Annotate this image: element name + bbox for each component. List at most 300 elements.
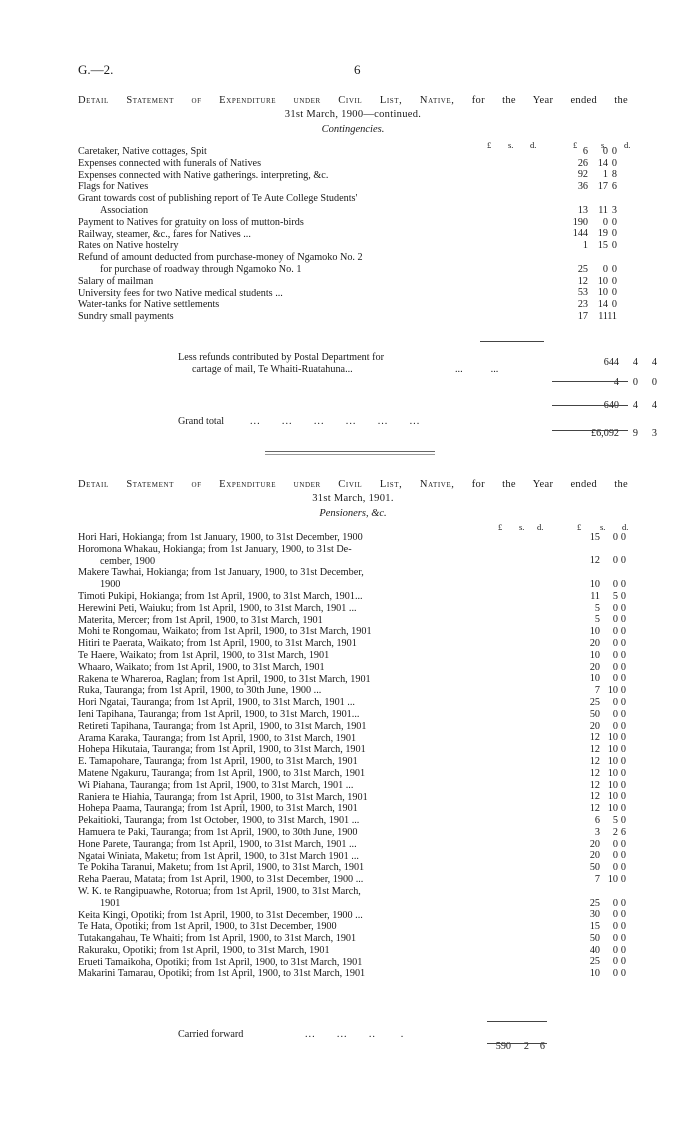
amount-pence: 0 — [620, 696, 626, 708]
amount-pounds: 25 — [589, 956, 600, 968]
item-amount — [78, 968, 700, 980]
item-description-continued: Association — [100, 204, 149, 216]
amount-shillings: 11 — [598, 204, 608, 216]
item-description-continued: 1901 — [100, 897, 121, 909]
amount-pence: 0 — [620, 803, 626, 815]
amount-pounds: 12 — [589, 791, 600, 803]
list-item — [78, 674, 638, 686]
amount-pence: 0 — [620, 921, 626, 933]
section1-items — [78, 146, 638, 323]
amount-pounds: 20 — [589, 637, 600, 649]
amount-pounds: 12 — [589, 732, 600, 744]
list-item — [78, 193, 638, 217]
amount-shillings: 0 — [612, 696, 618, 708]
amount-shillings: 0 — [612, 956, 618, 968]
amount-pence: 0 — [620, 850, 626, 862]
amount-pounds: 10 — [589, 626, 600, 638]
item-amount — [78, 744, 700, 756]
item-description: Materita, Mercer; from 1st April, 1900, to 31st March, 1901 — [78, 614, 323, 626]
amount-shillings: 15 — [597, 240, 608, 252]
amount-pounds: 7 — [594, 685, 600, 697]
less-refunds-line1: Less refunds contributed by Postal Department for — [178, 352, 384, 363]
amount-shillings: 10 — [607, 744, 618, 756]
item-amount — [78, 264, 700, 276]
list-item — [78, 603, 638, 615]
amount-shillings: 0 — [612, 909, 618, 921]
item-description-continued: for purchase of roadway through Ngamoko No. 1 — [100, 263, 302, 275]
section-separator-2 — [265, 454, 435, 455]
amount-pence: 0 — [620, 708, 626, 720]
item-description: E. Tamapohare, Tauranga; from 1st April, 1900, to 31st March, 1901 — [78, 756, 358, 768]
col-pence-total: d. — [624, 140, 631, 150]
amount-pounds: 6 — [582, 145, 588, 157]
list-item — [78, 839, 638, 851]
amount-pence: 6 — [611, 181, 617, 193]
list-item — [78, 721, 638, 733]
amount-pence: 0 — [620, 838, 626, 850]
item-amount — [78, 228, 700, 240]
amount-shillings: 0 — [602, 145, 608, 157]
item-amount — [78, 768, 700, 780]
list-item — [78, 532, 638, 544]
amount-pounds: 50 — [589, 862, 600, 874]
amount-pounds: 190 — [572, 216, 588, 228]
amount-pounds: 53 — [577, 287, 588, 299]
amount-shillings: 0 — [612, 602, 618, 614]
amount-shillings: 14 — [597, 157, 608, 169]
amount-pence: 6 — [620, 826, 626, 838]
amount-pence: 0 — [611, 275, 617, 287]
amount-shillings: 0 — [612, 838, 618, 850]
amount-pounds: 40 — [589, 944, 600, 956]
list-item — [78, 252, 638, 276]
item-description: Expenses connected with Native gatherings. interpreting, &c. — [78, 169, 329, 181]
list-item — [78, 158, 638, 170]
amount-pounds: 25 — [589, 696, 600, 708]
item-amount — [78, 803, 700, 815]
amount-pence: 3 — [611, 204, 617, 216]
item-amount — [78, 603, 700, 615]
amount-pounds: 5 — [594, 602, 600, 614]
item-amount — [78, 898, 700, 910]
item-amount — [78, 276, 700, 288]
amount-pounds: 3 — [594, 826, 600, 838]
amount-shillings: 10 — [607, 685, 618, 697]
amount-pounds: 20 — [589, 661, 600, 673]
list-item — [78, 733, 638, 745]
document-reference: G.—2. — [78, 62, 114, 77]
amount-pounds: 12 — [589, 767, 600, 779]
amount-shillings: 0 — [612, 932, 618, 944]
list-item — [78, 874, 638, 886]
item-amount — [78, 874, 700, 886]
item-description: Railway, steamer, &c., fares for Natives ... — [78, 228, 251, 240]
list-item — [78, 957, 638, 969]
list-item — [78, 827, 638, 839]
amount-shillings: 5 — [612, 814, 618, 826]
amount-pounds: 7 — [594, 873, 600, 885]
item-description: Rakuraku, Opotiki; from 1st April, 1900, to 31st March, 1901 — [78, 944, 330, 956]
item-amount — [78, 709, 700, 721]
col-pence: d. — [537, 522, 544, 532]
item-description: Sundry small payments — [78, 311, 174, 323]
amount-pence: 0 — [620, 791, 626, 803]
amount-pence: 0 — [620, 661, 626, 673]
list-item — [78, 591, 638, 603]
amount-pence: 0 — [620, 873, 626, 885]
amount-pence: 0 — [620, 909, 626, 921]
amount-pence: 0 — [620, 590, 626, 602]
amount-pounds: 12 — [589, 555, 600, 567]
amount-shillings: 10 — [607, 873, 618, 885]
amount-pence: 0 — [620, 673, 626, 685]
item-description: Payment to Natives for gratuity on loss of mutton-birds — [78, 216, 304, 228]
amount-pounds: 6 — [594, 814, 600, 826]
grand-total-underline — [552, 430, 628, 431]
carried-forward-label: Carried forward — [178, 1029, 244, 1040]
amount-pounds: 10 — [589, 578, 600, 590]
item-amount — [78, 673, 700, 685]
amount-shillings: 0 — [612, 555, 618, 567]
grand-total-rule — [552, 405, 628, 406]
amount-pounds: 12 — [589, 803, 600, 815]
section2-title-main: Detail Statement of Expenditure under Civil List, Native, — [78, 479, 455, 490]
amount-shillings: 10 — [607, 791, 618, 803]
list-item — [78, 229, 638, 241]
item-description: Hohepa Paama, Tauranga; from 1st April, 1900, to 31st March, 1901 — [78, 803, 358, 815]
carried-forward-underline — [487, 1043, 547, 1044]
item-amount — [78, 579, 700, 591]
amount-shillings: 0 — [612, 673, 618, 685]
list-item — [78, 217, 638, 229]
amount-pounds: 5 — [594, 614, 600, 626]
amount-shillings: 0 — [612, 637, 618, 649]
item-description: Reha Paerau, Matata; from 1st April, 1900, to 31st December, 1900 ... — [78, 874, 364, 886]
carried-forward-rule — [487, 1021, 547, 1022]
list-item — [78, 921, 638, 933]
item-description: Raniera te Hiahia, Tauranga; from 1st April, 1900, to 31st March, 1901 — [78, 791, 368, 803]
col-shillings-total: s. — [601, 140, 607, 150]
leader-dots: ... ... .. . — [305, 1029, 405, 1040]
list-item — [78, 910, 638, 922]
col-pence-total: d. — [622, 522, 629, 532]
carried-forward-amount: 590 2 6 — [495, 1041, 545, 1052]
amount-pence: 0 — [611, 287, 617, 299]
item-description: Caretaker, Native cottages, Spit — [78, 146, 207, 157]
amount-shillings: 0 — [602, 216, 608, 228]
amount-pounds: 20 — [589, 838, 600, 850]
amount-pounds: 25 — [577, 263, 588, 275]
item-description: Mohi te Rongomau, Waikato; from 1st April, 1900, to 31st March, 1901 — [78, 626, 372, 638]
list-item — [78, 544, 638, 568]
item-amount — [78, 909, 700, 921]
item-amount — [78, 240, 700, 252]
item-amount — [78, 721, 700, 733]
list-item — [78, 650, 638, 662]
list-item — [78, 685, 638, 697]
item-description: Ngatai Winiata, Maketu; from 1st April, 1900, to 31st March 1901 ... — [78, 850, 359, 862]
item-description: Rakena te Whareroa, Raglan; from 1st April, 1900, to 31st March, 1901 — [78, 673, 371, 685]
item-amount — [78, 146, 700, 158]
item-description: Makarini Tamarau, Opotiki; from 1st April, 1900, to 31st March, 1901 — [78, 968, 366, 980]
amount-shillings: 14 — [597, 299, 608, 311]
list-item — [78, 170, 638, 182]
item-description: Wi Piahana, Tauranga; from 1st April, 1900, to 31st March, 1901 ... — [78, 779, 354, 791]
item-amount — [78, 827, 700, 839]
amount-pounds: 25 — [589, 897, 600, 909]
amount-shillings: 11 — [598, 310, 608, 322]
section-separator — [265, 451, 435, 452]
section2-column-headers — [0, 522, 700, 532]
amount-shillings: 0 — [612, 661, 618, 673]
amount-pounds: 1 — [582, 240, 588, 252]
item-description: Timoti Pukipi, Hokianga; from 1st April, 1900, to 31st March, 1901... — [78, 590, 363, 602]
amount-pence: 0 — [620, 732, 626, 744]
item-amount — [78, 933, 700, 945]
amount-pence: 0 — [620, 956, 626, 968]
item-amount — [78, 591, 700, 603]
item-amount — [78, 839, 700, 851]
page-header — [78, 62, 628, 78]
item-description: Arama Karaka, Tauranga; from 1st April, 1900, to 31st March, 1901 — [78, 732, 357, 744]
item-description: Hamuera te Paki, Tauranga; from 1st April, 1900, to 30th June, 1900 — [78, 826, 358, 838]
amount-pence: 0 — [611, 299, 617, 311]
item-description: Horomona Whakau, Hokianga; from 1st January, 1900, to 31st De- — [78, 543, 352, 555]
net-total: 640 4 4 — [603, 400, 657, 411]
amount-pounds: 11 — [590, 590, 600, 602]
section1-title-line2: 31st March, 1900—continued. — [284, 109, 422, 120]
section2-title-line2: 31st March, 1901. — [312, 493, 394, 504]
list-item — [78, 615, 638, 627]
item-description: Hohepa Hikutaia, Tauranga; from 1st April, 1900, to 31st March, 1901 — [78, 744, 366, 756]
item-amount — [78, 756, 700, 768]
item-description-continued: cember, 1900 — [100, 555, 156, 567]
amount-shillings: 0 — [612, 850, 618, 862]
section2-title — [78, 478, 628, 506]
item-amount — [78, 791, 700, 803]
amount-shillings: 10 — [607, 779, 618, 791]
item-description: W. K. te Rangipuawhe, Rotorua; from 1st April, 1900, to 31st March, — [78, 885, 361, 897]
list-item — [78, 626, 638, 638]
section1-title-tail: for the Year ended the — [471, 95, 629, 106]
amount-pounds: 36 — [577, 181, 588, 193]
amount-pence: 0 — [620, 862, 626, 874]
amount-pounds: 20 — [589, 850, 600, 862]
item-description: Ruka, Tauranga; from 1st April, 1900, to 30th June, 1900 ... — [78, 685, 322, 697]
item-description: Rates on Native hostelry — [78, 240, 179, 252]
item-description: Refund of amount deducted from purchase-money of Ngamoko No. 2 — [78, 252, 363, 264]
item-amount — [78, 169, 700, 181]
amount-shillings: 10 — [597, 287, 608, 299]
item-amount — [78, 650, 700, 662]
item-description: Whaaro, Waikato; from 1st April, 1900, to 31st March, 1901 — [78, 661, 325, 673]
list-item — [78, 697, 638, 709]
amount-shillings: 5 — [612, 590, 618, 602]
amount-pence: 0 — [620, 602, 626, 614]
item-amount — [78, 555, 700, 567]
amount-pence: 0 — [611, 263, 617, 275]
amount-pounds: 10 — [589, 649, 600, 661]
leader-dots: ... ... ... ... ... ... — [250, 416, 421, 427]
amount-shillings: 0 — [612, 944, 618, 956]
col-shillings-total: s. — [600, 522, 606, 532]
amount-pence: 0 — [620, 944, 626, 956]
amount-shillings: 0 — [612, 708, 618, 720]
item-description: Retireti Tapihana, Tauranga; from 1st April, 1900, to 31st March, 1901 — [78, 720, 367, 732]
amount-shillings: 0 — [612, 862, 618, 874]
section1-title-main: Detail Statement of Expenditure under Civil List, Native, — [78, 95, 455, 106]
page-number: 6 — [354, 62, 361, 77]
item-description: Matene Ngakuru, Tauranga; from 1st April, 1900, to 31st March, 1901 — [78, 767, 366, 779]
amount-pounds: 23 — [577, 299, 588, 311]
amount-pence: 0 — [620, 626, 626, 638]
list-item — [78, 311, 638, 323]
col-pence: d. — [530, 140, 537, 150]
item-description: Te Hata, Opotiki; from 1st April, 1900, to 31st December, 1900 — [78, 921, 337, 933]
list-item — [78, 803, 638, 815]
col-pounds-total: £ — [577, 522, 582, 532]
amount-shillings: 1 — [602, 169, 608, 181]
item-amount — [78, 311, 700, 323]
amount-shillings: 0 — [612, 720, 618, 732]
item-amount — [78, 850, 700, 862]
amount-pence: 0 — [620, 531, 626, 543]
amount-pounds: 10 — [589, 968, 600, 980]
item-description: Keita Kingi, Opotiki; from 1st April, 1900, to 31st December, 1900 ... — [78, 909, 363, 921]
item-amount — [78, 956, 700, 968]
list-item — [78, 768, 638, 780]
item-amount — [78, 815, 700, 827]
list-item — [78, 638, 638, 650]
amount-pounds: 12 — [589, 779, 600, 791]
item-description: Erueti Tamaikoha, Opotiki; from 1st April, 1900, to 31st March, 1901 — [78, 956, 363, 968]
list-item — [78, 181, 638, 193]
list-item — [78, 886, 638, 910]
item-amount — [78, 921, 700, 933]
list-item — [78, 933, 638, 945]
item-description: Hori Ngatai, Tauranga; from 1st April, 1900, to 31st March, 1901 ... — [78, 697, 355, 709]
list-item — [78, 968, 638, 980]
item-description: Expenses connected with funerals of Natives — [78, 157, 262, 169]
section2-title-tail: for the Year ended the — [471, 479, 629, 490]
list-item — [78, 815, 638, 827]
amount-shillings: 10 — [607, 803, 618, 815]
amount-pounds: 50 — [589, 708, 600, 720]
col-pounds: £ — [487, 140, 492, 150]
amount-pence: 0 — [620, 637, 626, 649]
amount-pence: 11 — [607, 310, 617, 322]
amount-pence: 0 — [620, 555, 626, 567]
amount-pounds: 17 — [577, 310, 588, 322]
amount-pounds: 92 — [577, 169, 588, 181]
list-item — [78, 288, 638, 300]
list-item — [78, 756, 638, 768]
amount-shillings: 10 — [607, 767, 618, 779]
list-item — [78, 792, 638, 804]
item-amount — [78, 626, 700, 638]
item-description-continued: 1900 — [100, 579, 121, 591]
item-amount — [78, 780, 700, 792]
amount-pounds: 12 — [577, 275, 588, 287]
subtotal-rule — [480, 341, 544, 342]
item-description: Te Pokiha Taranui, Maketu; from 1st April, 1900, to 31st March, 1901 — [78, 862, 365, 874]
section2-subheading: Pensioners, &c. — [319, 508, 387, 519]
amount-pence: 0 — [620, 779, 626, 791]
amount-pence: 0 — [620, 614, 626, 626]
amount-pence: 0 — [620, 685, 626, 697]
list-item — [78, 662, 638, 674]
grand-total-label: Grand total — [178, 416, 225, 427]
net-rule — [552, 381, 628, 382]
amount-pounds: 144 — [572, 228, 588, 240]
amount-shillings: 0 — [602, 263, 608, 275]
item-amount — [78, 685, 700, 697]
item-amount — [78, 287, 700, 299]
item-amount — [78, 638, 700, 650]
amount-pounds: 15 — [589, 531, 600, 543]
amount-shillings: 0 — [612, 626, 618, 638]
col-pounds-total: £ — [573, 140, 578, 150]
amount-pounds: 20 — [589, 720, 600, 732]
section1-title — [78, 94, 628, 122]
list-item — [78, 276, 638, 288]
amount-shillings: 10 — [607, 732, 618, 744]
list-item — [78, 744, 638, 756]
amount-pence: 0 — [611, 145, 617, 157]
amount-pounds: 10 — [589, 673, 600, 685]
col-pounds: £ — [498, 522, 503, 532]
item-description: Te Haere, Waikato; from 1st April, 1900, to 31st March, 1901 — [78, 649, 330, 661]
item-amount — [78, 181, 700, 193]
amount-shillings: 0 — [612, 968, 618, 980]
amount-shillings: 0 — [612, 614, 618, 626]
amount-shillings: 10 — [607, 755, 618, 767]
amount-pence: 0 — [620, 897, 626, 909]
section1-subtotal: 644 4 4 — [603, 357, 657, 368]
amount-shillings: 17 — [597, 181, 608, 193]
item-description: Hone Parete, Tauranga; from 1st April, 1900, to 31st March, 1901 ... — [78, 838, 357, 850]
amount-pence: 0 — [611, 157, 617, 169]
amount-pence: 0 — [620, 744, 626, 756]
amount-shillings: 0 — [612, 578, 618, 590]
item-description: Tutakangahau, Te Whaiti; from 1st April, 1900, to 31st March, 1901 — [78, 933, 357, 945]
item-amount — [78, 158, 700, 170]
item-amount — [78, 299, 700, 311]
item-description: Makere Tawhai, Hokianga; from 1st January, 1900, to 31st December, — [78, 567, 364, 579]
amount-shillings: 10 — [597, 275, 608, 287]
list-item — [78, 567, 638, 591]
item-amount — [78, 205, 700, 217]
list-item — [78, 240, 638, 252]
item-description: Salary of mailman — [78, 275, 154, 287]
col-shillings: s. — [519, 522, 525, 532]
item-amount — [78, 697, 700, 709]
amount-shillings: 0 — [612, 921, 618, 933]
list-item — [78, 780, 638, 792]
item-description: Grant towards cost of publishing report of Te Aute College Students' — [78, 193, 358, 205]
item-description: Pekaitioki, Tauranga; from 1st October, 1900, to 31st March, 1901 ... — [78, 815, 360, 827]
item-amount — [78, 945, 700, 957]
list-item — [78, 945, 638, 957]
list-item — [78, 851, 638, 863]
grand-total: £6,092 9 3 — [590, 428, 657, 439]
col-shillings: s. — [508, 140, 514, 150]
item-description: Ieni Tapihana, Tauranga; from 1st April, 1900, to 31st March, 1901... — [78, 708, 360, 720]
section2-items — [78, 532, 638, 980]
amount-pence: 8 — [611, 169, 617, 181]
amount-pence: 0 — [620, 755, 626, 767]
amount-shillings: 19 — [597, 228, 608, 240]
